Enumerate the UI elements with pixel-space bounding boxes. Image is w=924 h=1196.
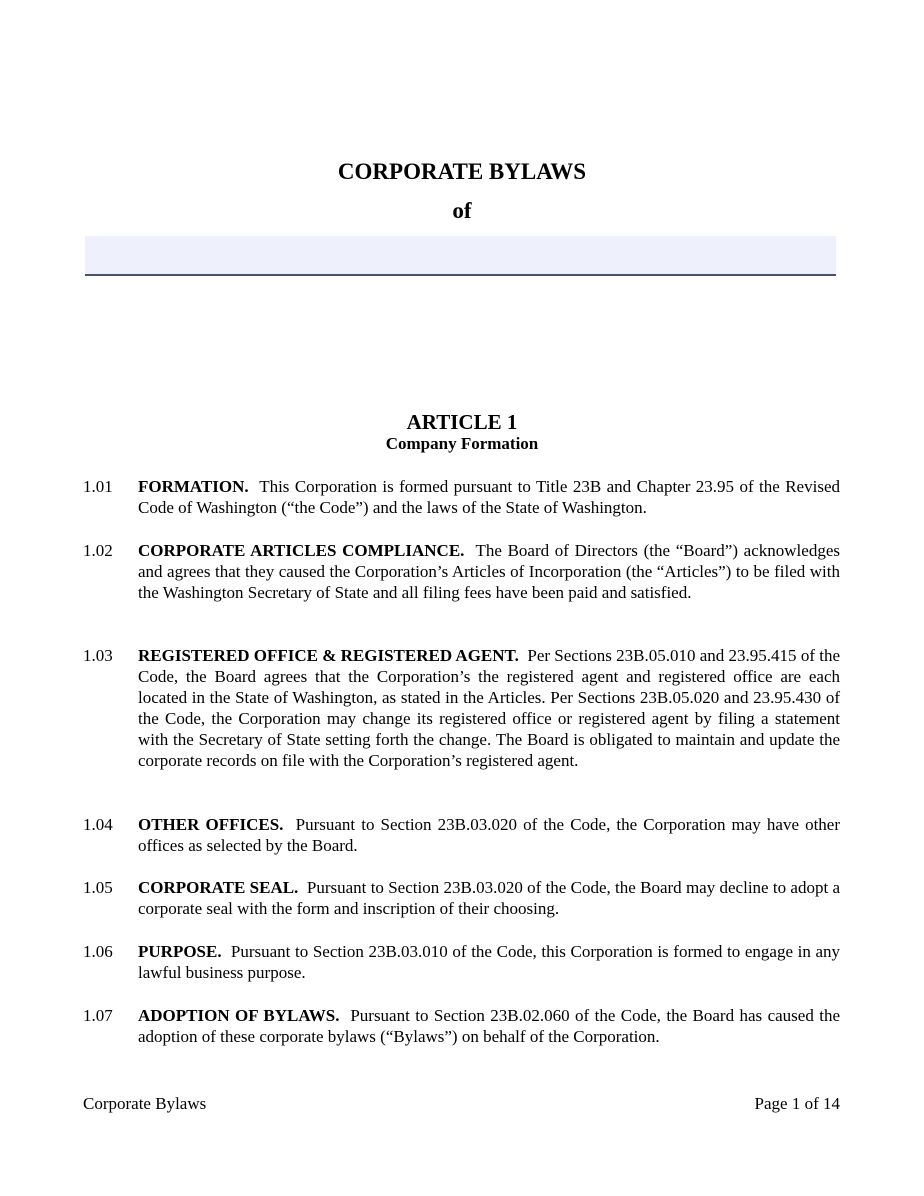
section-number: 1.03 [83, 646, 113, 665]
document-title: CORPORATE BYLAWS [337, 159, 587, 184]
footer-document-name: Corporate Bylaws [83, 1094, 207, 1113]
section-body: Per Sections 23B.05.010 and 23.95.415 of the Code, the Board agrees that the Corporation’s the registered agent and registered office are each located in the State of Washington, as stated in the Articles. Per Sections 23B.05.020 and 23.95.430 of the Code, the Corporation may change its registered office or registered agent by filing a statement with the Secretary of State setting forth the change. The Board is obligated to maintain and update the corporate records on file with the Corporation’s registered agent. [138, 646, 840, 770]
section-1-03 [83, 645, 840, 771]
section-heading: CORPORATE ARTICLES COMPLIANCE. [138, 541, 465, 560]
section-1-02 [83, 540, 840, 603]
section-text [138, 476, 840, 518]
section-number: 1.06 [83, 942, 113, 961]
section-text [138, 1005, 840, 1047]
section-heading: OTHER OFFICES. [138, 815, 284, 834]
article-heading: ARTICLE 1 [406, 410, 518, 434]
section-text [138, 540, 840, 603]
section-heading: REGISTERED OFFICE & REGISTERED AGENT. [138, 646, 519, 665]
section-number: 1.02 [83, 541, 113, 560]
section-number: 1.07 [83, 1006, 113, 1025]
section-1-04 [83, 814, 840, 856]
article-subheading: Company Formation [385, 434, 539, 453]
section-1-07 [83, 1005, 840, 1047]
company-name-field[interactable] [85, 236, 836, 276]
section-text [138, 877, 840, 919]
section-1-05 [83, 877, 840, 919]
section-text [138, 645, 840, 771]
section-body: This Corporation is formed pursuant to Title 23B and Chapter 23.95 of the Revised Code of Washington (“the Code”) and the laws of the State of Washington. [138, 477, 840, 517]
section-heading: ADOPTION OF BYLAWS. [138, 1006, 340, 1025]
section-heading: FORMATION. [138, 477, 249, 496]
section-heading: CORPORATE SEAL. [138, 878, 299, 897]
section-text [138, 941, 840, 983]
section-body: Pursuant to Section 23B.02.060 of the Code, the Board has caused the adoption of these corporate bylaws (“Bylaws”) on behalf of the Corporation. [138, 1006, 841, 1046]
section-number: 1.01 [83, 477, 113, 496]
section-body: Pursuant to Section 23B.03.010 of the Code, this Corporation is formed to engage in any lawful business purpose. [138, 942, 841, 982]
document-subtitle: of [452, 198, 472, 223]
section-number: 1.05 [83, 878, 113, 897]
section-number: 1.04 [83, 815, 113, 834]
section-body: The Board of Directors (the “Board”) acknowledges and agrees that they caused the Corporation’s Articles of Incorporation (the “Articles”) to be filed with the Washington Secretary of State and all filing fees have been paid and satisfied. [138, 541, 840, 602]
section-1-06 [83, 941, 840, 983]
section-heading: PURPOSE. [138, 942, 222, 961]
section-body: Pursuant to Section 23B.03.020 of the Code, the Corporation may have other offices as selected by the Board. [138, 815, 841, 855]
footer-page-number: Page 1 of 14 [754, 1094, 840, 1113]
section-body: Pursuant to Section 23B.03.020 of the Code, the Board may decline to adopt a corporate seal with the form and inscription of their choosing. [138, 878, 841, 918]
section-1-01 [83, 476, 840, 518]
section-text [138, 814, 840, 856]
